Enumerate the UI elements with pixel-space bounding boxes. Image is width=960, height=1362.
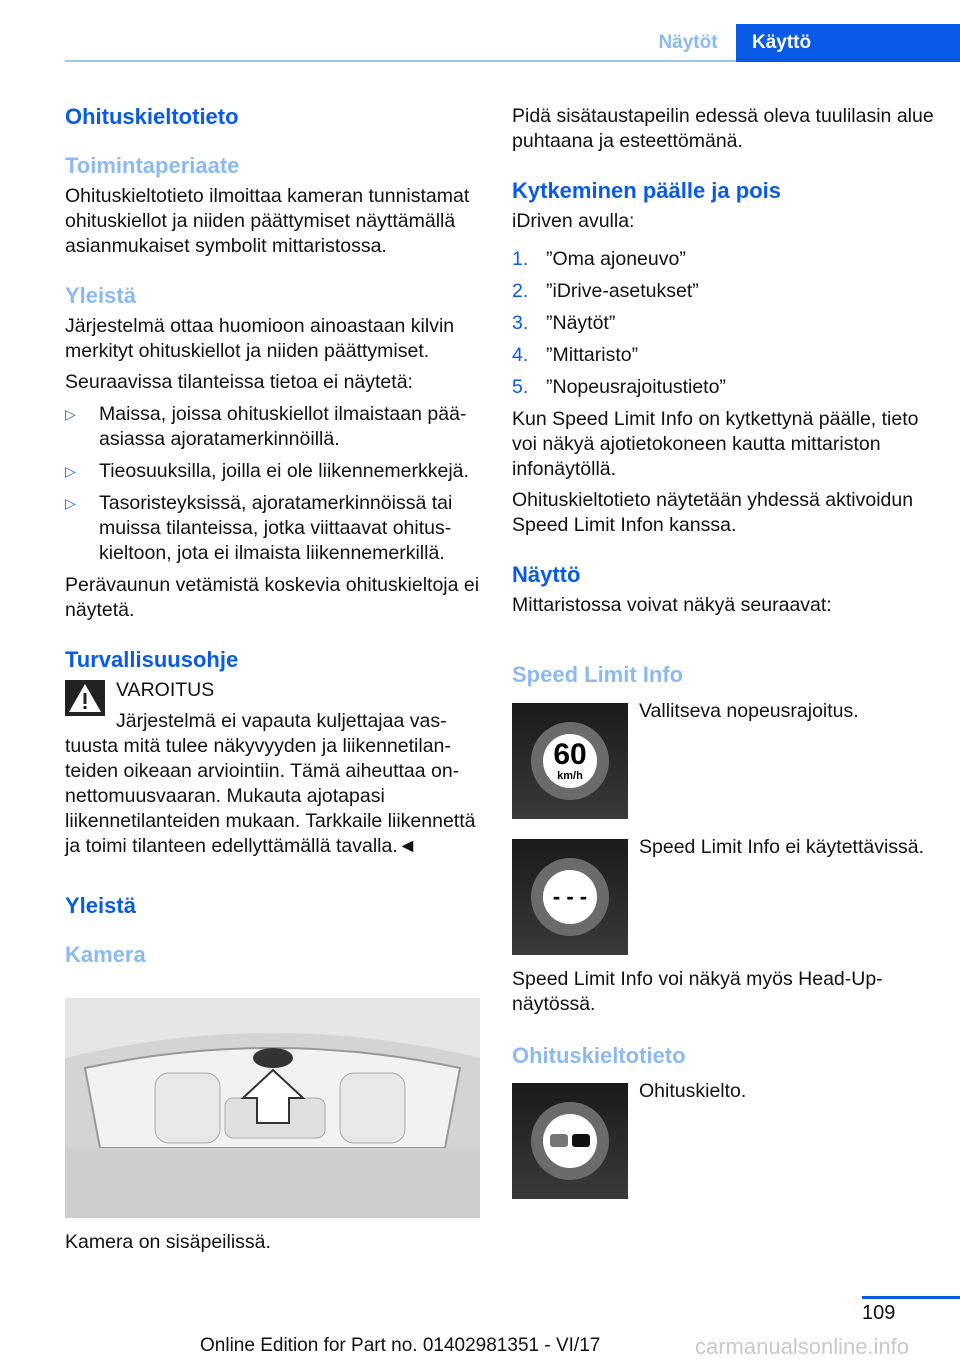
header-tabs [0, 24, 960, 62]
step-number: 3. [512, 312, 529, 334]
triangle-bullet-icon: ▷ [65, 406, 76, 422]
paragraph: Pidä sisätaustapeilin edessä oleva tuulilasin alue puhtaana ja esteettömänä. [512, 105, 934, 152]
step-number: 5. [512, 376, 529, 398]
watermark: carmanualsonline.info [695, 1334, 910, 1359]
list-item [65, 491, 480, 566]
footer-edition: Online Edition for Part no. 01402981351 - VI/17 [200, 1335, 601, 1356]
triangle-bullet-icon: ▷ [65, 495, 76, 511]
paragraph: Kun Speed Limit Info on kytkettynä päälle, tieto voi näkyä ajotietokoneen kautta mittariston infonäytöllä. [512, 408, 919, 480]
subsection-title: Yleistä [65, 283, 136, 308]
list-item-text: Tasoristeyksissä, ajoratamerkinnöissä tai muissa tilanteissa, jotka viittaavat ohituskieltoon, jota ei ilmaista liikennemerkillä. [99, 492, 453, 564]
step-number: 1. [512, 248, 529, 270]
step-text: ”iDrive-asetukset” [546, 280, 699, 302]
camera-illustration [65, 998, 480, 1218]
step-text: ”Näytöt” [546, 312, 616, 334]
no-overtaking-sign-icon [512, 1083, 628, 1199]
page-number: 109 [862, 1302, 896, 1324]
warning-text: Järjestelmä ei vapauta kuljettajaa vastuusta mitä tulee näkyvyyden ja liikennetilanteiden oikeaan arviointiin. Tämä aiheuttaa onnettomuusvaaran. Mukauta ajotapasi liikennetilanteiden mukaan. Tarkkaile liikennettä ja toimi tilanteen edellyttämällä tavalla.◄ [65, 710, 476, 857]
step-number: 2. [512, 280, 529, 302]
section-title: Näyttö [512, 562, 581, 587]
paragraph: Mittaristossa voivat näkyä seuraavat: [512, 594, 832, 616]
step-item [512, 247, 937, 279]
warning-header [65, 678, 480, 709]
camera-caption: Kamera on sisäpeilissä. [65, 1231, 271, 1253]
step-text: ”Oma ajoneuvo” [546, 248, 686, 270]
right-column [512, 104, 937, 618]
step-text: ”Nopeusrajoitustieto” [546, 376, 726, 398]
subsection-title: Ohituskieltotieto [512, 1043, 686, 1068]
speed-limit-unavailable-icon [512, 839, 628, 955]
subsection-title: Speed Limit Info [512, 662, 684, 687]
paragraph: Seuraavissa tilanteissa tietoa ei näytetä: [65, 371, 413, 393]
unavailable-dashes: - - - [552, 884, 588, 909]
paragraph: Ohituskieltotieto ilmoittaa kameran tunnistamat ohituskiellot ja niiden päättymiset näyttämällä asianmukaiset symbolit mittaristossa. [65, 185, 470, 257]
section-title: Ohituskieltotieto [65, 104, 239, 129]
section-title: Turvallisuusohje [65, 647, 239, 672]
sign-description: Ohituskielto. [639, 1080, 747, 1102]
sign-description: Speed Limit Info ei käytettävissä. [639, 836, 925, 858]
list-item-text: Maissa, joissa ohituskiellot ilmaistaan pääasiassa ajoratamerkinnöillä. [99, 403, 467, 450]
speed-limit-sign-icon [512, 703, 628, 819]
list-item [65, 402, 480, 452]
tab-kaytto[interactable]: Käyttö [736, 24, 960, 62]
paragraph: iDriven avulla: [512, 210, 635, 232]
warning-label: VAROITUS [116, 679, 215, 701]
step-item [512, 375, 937, 407]
subsection-title: Kamera [65, 942, 146, 967]
cars-icon [543, 1114, 597, 1168]
paragraph: Järjestelmä ottaa huomioon ainoastaan kilvin merkityt ohituskiellot ja niiden päättymiset. [65, 315, 455, 362]
subsection-title: Toimintaperiaate [65, 153, 240, 178]
list-item [65, 459, 480, 484]
paragraph: Perävaunun vetämistä koskevia ohituskieltoja ei näytetä. [65, 574, 480, 621]
list-item-text: Tieosuuksilla, joilla ei ole liikennemerkkejä. [99, 460, 469, 482]
tab-naytot[interactable]: Näytöt [658, 32, 718, 53]
paragraph: Ohituskieltotieto näytetään yhdessä aktivoidun Speed Limit Infon kanssa. [512, 489, 914, 536]
triangle-bullet-icon: ▷ [65, 463, 76, 479]
step-item [512, 311, 937, 343]
step-item [512, 343, 937, 375]
section-title: Yleistä [65, 893, 136, 918]
step-text: ”Mittaristo” [546, 344, 639, 366]
section-title: Kytkeminen päälle ja pois [512, 178, 781, 203]
step-number: 4. [512, 344, 529, 366]
speed-unit: km/h [557, 770, 583, 782]
left-column [65, 104, 480, 967]
step-item [512, 279, 937, 311]
paragraph: Speed Limit Info voi näkyä myös Head-Up-näytössä. [512, 968, 883, 1015]
speed-value: 60 [553, 738, 587, 771]
page-number-rule [862, 1296, 960, 1299]
sign-description: Vallitseva nopeusrajoitus. [639, 700, 859, 722]
warning-icon [65, 680, 105, 716]
